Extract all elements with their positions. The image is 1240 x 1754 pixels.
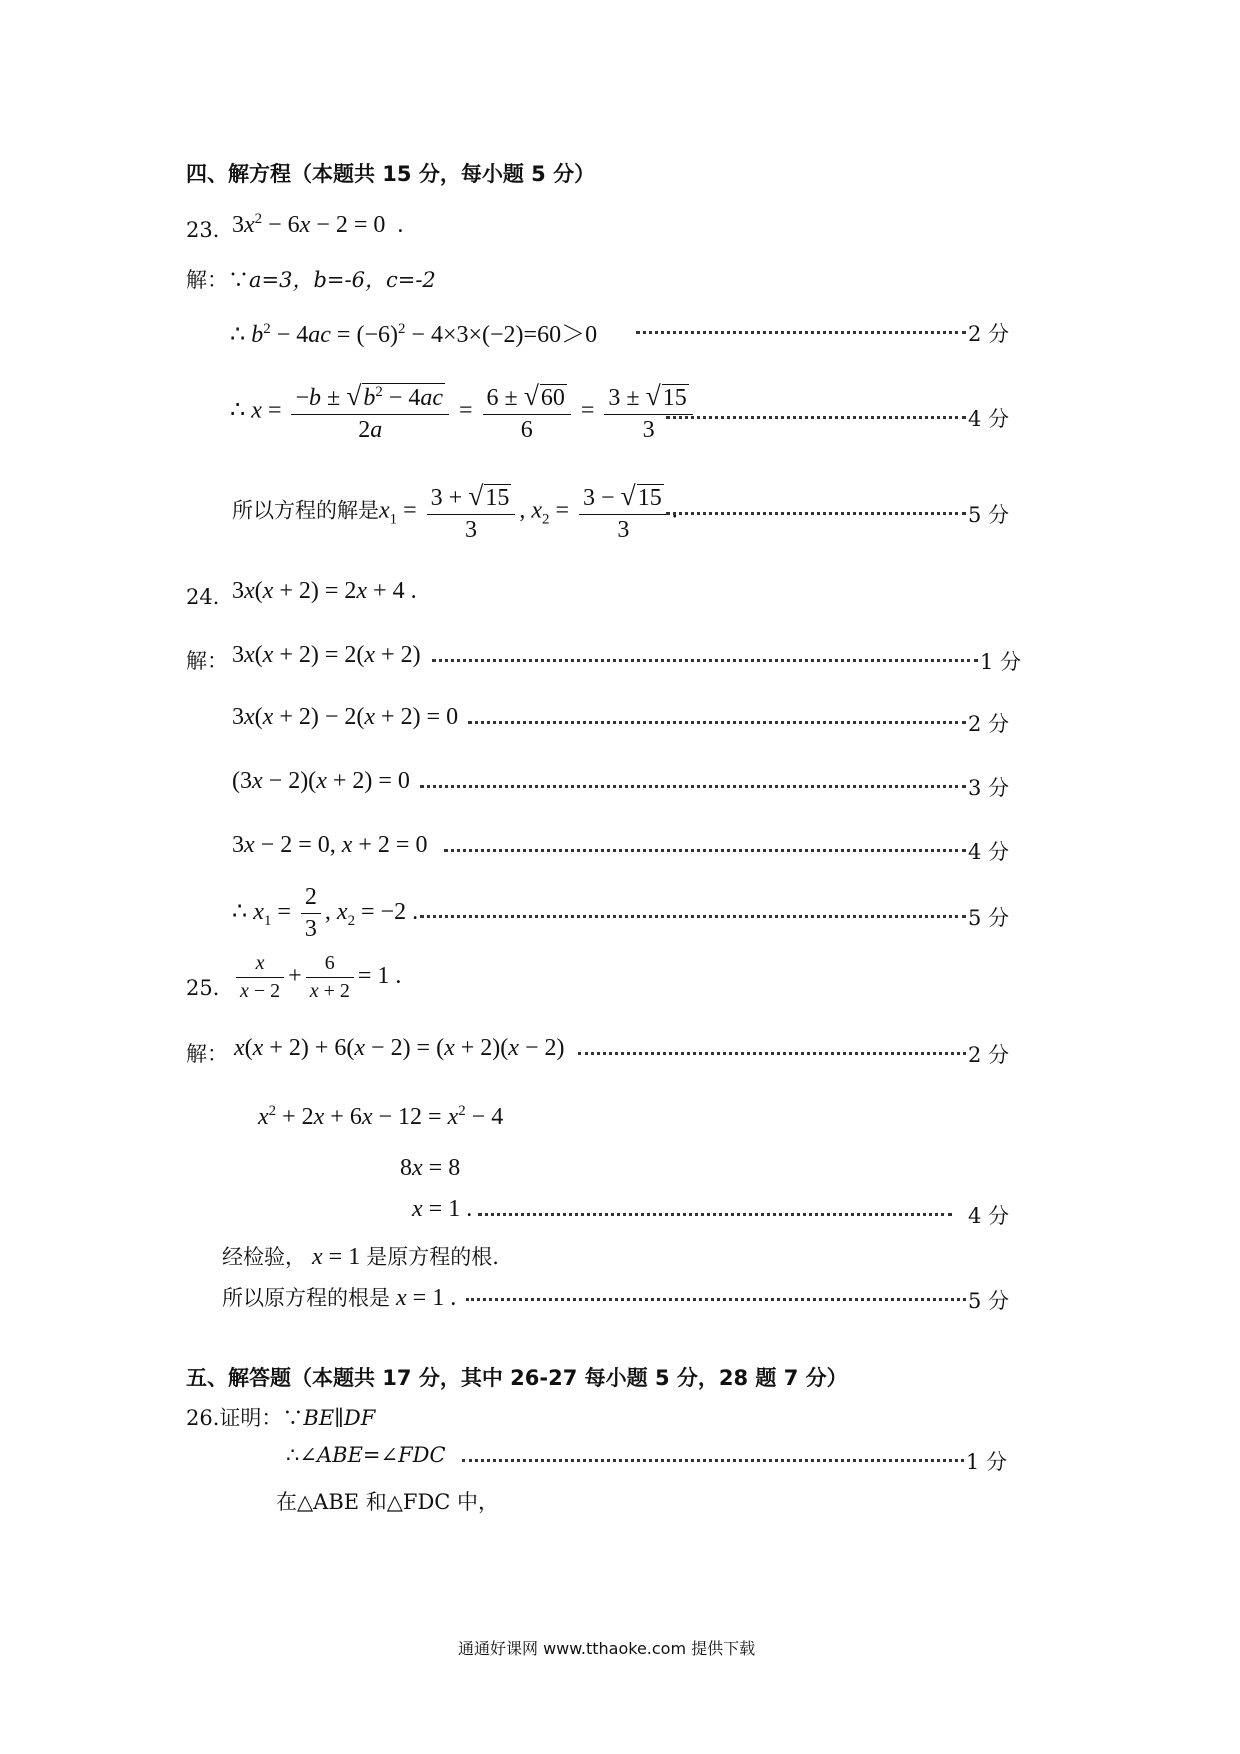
q23-number: 23． [186, 218, 234, 242]
score-label: 4 分 [968, 840, 1010, 864]
q25-check-tail: 是原方程的根. [366, 1245, 499, 1269]
q25-step-4: x = 1 . [412, 1196, 473, 1222]
q24-step-1: 3x(x + 2) = 2(x + 2) [232, 642, 421, 668]
q25-number: 25． [186, 976, 234, 1000]
q26-angles: ∠ABE=∠FDC [299, 1443, 446, 1467]
q24-answer: ∴ $x_1$ = $\frac{2}{3}$ , $x_2 = -2$ . [232, 884, 419, 942]
footer-text: 通通好课网 www.tthaoke.com 提供下载 [458, 1639, 756, 1658]
leader-dots [466, 1298, 966, 1301]
q23-equation: $3x^2 - 6x - 2 = 0$ . [232, 211, 404, 238]
leader-dots [444, 849, 966, 852]
q24-jie: 解： [186, 649, 228, 673]
q26-proof-label: 证明： [219, 1406, 283, 1430]
q23-since: ∵ [228, 268, 249, 292]
q23-coefficients: a=3，b=-6，c=-2 [249, 268, 436, 292]
leader-dots [462, 1459, 964, 1462]
q26-step-2: 在△ABE 和△FDC 中， [276, 1490, 500, 1514]
q26-parallel: BE∥DF [303, 1406, 376, 1430]
q25-step-3: 8x = 8 [400, 1155, 461, 1181]
leader-dots [478, 1213, 952, 1216]
q26-step-1 [286, 1443, 446, 1467]
section-5-heading: 五、解答题（本题共 17 分，其中 26-27 每小题 5 分，28 题 7 分） [186, 1366, 848, 1390]
q25-jie: 解： [186, 1042, 228, 1066]
q25-conclusion: 所以原方程的根是 x = 1 . [222, 1285, 457, 1311]
q24-equation: 3x(x + 2) = 2x + 4 . [232, 578, 417, 604]
leader-dots [578, 1052, 966, 1055]
q23-solution-label [186, 264, 436, 294]
q25-step-1: x(x + 2) + 6(x − 2) = (x + 2)(x − 2) [234, 1035, 565, 1061]
score-label: 4 分 [968, 407, 1010, 431]
q25-equation: $\frac{x}{x - 2}$ + $\frac{6}{x + 2}$ = 1 . [232, 952, 401, 1003]
section-4-heading: 四、解方程（本题共 15 分，每小题 5 分） [186, 162, 596, 186]
q25-conclusion-label: 所以原方程的根是 [222, 1286, 390, 1310]
q24-number: 24． [186, 585, 234, 609]
score-label: 2 分 [968, 712, 1010, 736]
score-label: 4 分 [968, 1204, 1010, 1228]
q23-jie: 解： [186, 268, 228, 292]
q25-step-2: $x^2 + 2x + 6x - 12 = x^2 - 4$ [258, 1103, 504, 1130]
score-label: 1 分 [980, 650, 1022, 674]
score-label: 1 分 [966, 1450, 1008, 1474]
q23-answer-text: 所以方程的解是 [232, 498, 379, 523]
q25-check-label: 经检验， [222, 1245, 306, 1269]
score-label: 2 分 [968, 1043, 1010, 1067]
q23-answer: 所以方程的解是$x_1$ = $\frac{3 + √15}{3}$ , $x_2$ = $\frac{3 - √15}{3}$ . [232, 480, 678, 543]
q24-step-3: (3x − 2)(x + 2) = 0 [232, 768, 410, 794]
q26-since: ∵ [282, 1406, 304, 1430]
score-label: 3 分 [968, 776, 1010, 800]
score-label: 5 分 [968, 1289, 1010, 1313]
leader-dots [666, 512, 966, 515]
q26-number: 26. [186, 1406, 220, 1430]
q23-discriminant: ∴ $b^2 - 4ac = (-6)^2 - 4\times 3\times(-2)=60>0$ [230, 321, 598, 348]
q26-intro [186, 1402, 375, 1432]
q26-therefore: ∴ [286, 1443, 300, 1467]
score-label: 5 分 [968, 906, 1010, 930]
q24-step-4: 3x − 2 = 0, x + 2 = 0 [232, 832, 428, 858]
leader-dots [432, 659, 978, 662]
leader-dots [468, 721, 966, 724]
leader-dots [636, 331, 966, 334]
score-label: 5 分 [968, 503, 1010, 527]
q24-step-2: 3x(x + 2) − 2(x + 2) = 0 [232, 704, 459, 730]
q25-check: 经检验， x = 1 是原方程的根. [222, 1244, 499, 1270]
score-label: 2 分 [968, 322, 1010, 346]
leader-dots [420, 785, 966, 788]
leader-dots [420, 915, 966, 918]
q23-root-formula: ∴ x = $\frac{-b \pm √b^2 - 4ac}{2a}$ = $\frac{6 \pm √60}{6}$ = $\frac{3 \pm √15}{3}$ [230, 380, 697, 444]
leader-dots [666, 416, 966, 419]
